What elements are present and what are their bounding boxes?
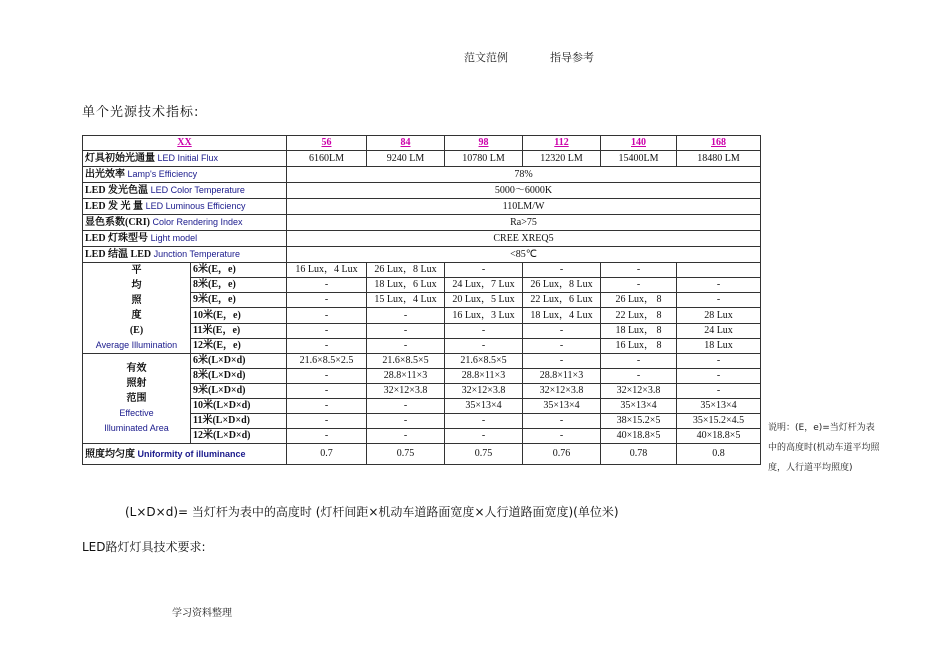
value-cell: 40×18.8×5	[601, 429, 677, 444]
row-label-cn: 灯具初始光通量	[85, 153, 155, 164]
table-row	[83, 444, 761, 465]
value-cell: 20 Lux，5 Lux	[445, 293, 523, 308]
sub-row-label: 12米(L×D×d)	[191, 429, 287, 444]
row-label-cn: 显色系数(CRI)	[85, 217, 150, 228]
illumination-group-label	[83, 263, 191, 354]
value-cell: 15400LM	[601, 151, 677, 167]
value-cell: -	[287, 429, 367, 444]
value-cell: -	[677, 354, 761, 369]
value-cell: 16 Lux，4 Lux	[287, 263, 367, 278]
value-cell: -	[523, 429, 601, 444]
formula-note: (L×D×d)= 当灯杆为表中的高度时 (灯杆间距×机动车道路面宽度×人行道路面宽度)(单位米)	[125, 505, 619, 519]
value-cell: 35×15.2×4.5	[677, 414, 761, 429]
value-cell: 16 Lux， 8	[601, 338, 677, 353]
value-cell: 32×12×3.8	[601, 384, 677, 399]
value-cell: -	[367, 338, 445, 353]
row-label-cn: 出光效率	[85, 169, 125, 180]
value-cell: -	[601, 354, 677, 369]
value-cell: 32×12×3.8	[523, 384, 601, 399]
row-label-cn: LED 发 光 量	[85, 201, 144, 212]
sub-row-label: 8米(E，e)	[191, 278, 287, 293]
value-cell: 0.75	[367, 444, 445, 465]
value-cell: -	[677, 293, 761, 308]
value-cell: 22 Lux， 8	[601, 308, 677, 323]
sub-row-label: 11米(L×D×d)	[191, 414, 287, 429]
row-label	[83, 231, 287, 247]
column-header: 140	[601, 136, 677, 151]
column-header: 168	[677, 136, 761, 151]
merged-value-cell: 5000～6000K	[287, 183, 761, 199]
group-label-char: 照射	[126, 378, 147, 389]
corner-cell: XX	[83, 136, 287, 151]
sub-row-label: 10米(L×D×d)	[191, 399, 287, 414]
row-label	[83, 444, 287, 465]
value-cell: 12320 LM	[523, 151, 601, 167]
value-cell: 18 Lux，4 Lux	[523, 308, 601, 323]
table-row	[83, 231, 761, 247]
value-cell: 35×13×4	[445, 399, 523, 414]
value-cell: -	[523, 338, 601, 353]
column-header: 56	[287, 136, 367, 151]
value-cell: 18 Lux	[677, 338, 761, 353]
value-cell: -	[677, 384, 761, 399]
spec-table	[82, 135, 761, 465]
merged-value-cell: <85℃	[287, 247, 761, 263]
value-cell: 26 Lux，8 Lux	[523, 278, 601, 293]
row-label-en: Lamp's Efficiency	[127, 169, 198, 179]
value-cell: -	[601, 278, 677, 293]
value-cell: 0.8	[677, 444, 761, 465]
table-row	[83, 263, 761, 278]
value-cell: -	[601, 263, 677, 278]
value-cell: 28.8×11×3	[367, 369, 445, 384]
value-cell: -	[523, 354, 601, 369]
group-label-char: (E)	[129, 325, 144, 336]
value-cell: 26 Lux， 8	[601, 293, 677, 308]
value-cell: -	[677, 369, 761, 384]
row-label-en: LED Luminous Efficiency	[145, 201, 246, 211]
value-cell: 21.6×8.5×2.5	[287, 354, 367, 369]
value-cell: -	[445, 414, 523, 429]
sub-row-label: 11米(E，e)	[191, 323, 287, 338]
row-label-cn: LED 发光色温	[85, 185, 149, 196]
table-header-row	[83, 136, 761, 151]
header-right: 指导参考	[550, 51, 594, 64]
value-cell: 21.6×8.5×5	[367, 354, 445, 369]
row-label-cn: 照度均匀度	[85, 448, 135, 460]
value-cell: -	[287, 323, 367, 338]
group-label-char: 均	[131, 280, 142, 291]
value-cell: 26 Lux，8 Lux	[367, 263, 445, 278]
value-cell: 24 Lux	[677, 323, 761, 338]
merged-value-cell: CREE XREQ5	[287, 231, 761, 247]
value-cell: 38×15.2×5	[601, 414, 677, 429]
value-cell: 0.75	[445, 444, 523, 465]
section-heading: 单个光源技术指标:	[82, 105, 200, 120]
value-cell: 18 Lux， 8	[601, 323, 677, 338]
value-cell: -	[523, 323, 601, 338]
value-cell: 21.6×8.5×5	[445, 354, 523, 369]
value-cell: -	[367, 429, 445, 444]
value-cell: 9240 LM	[367, 151, 445, 167]
merged-value-cell: 78%	[287, 167, 761, 183]
value-cell: 16 Lux，3 Lux	[445, 308, 523, 323]
group-label-char: 平	[131, 265, 142, 276]
value-cell: -	[523, 263, 601, 278]
value-cell	[677, 263, 761, 278]
value-cell: 0.7	[287, 444, 367, 465]
value-cell: -	[287, 308, 367, 323]
sub-row-label: 9米(E，e)	[191, 293, 287, 308]
value-cell: 35×13×4	[601, 399, 677, 414]
value-cell: 18 Lux，6 Lux	[367, 278, 445, 293]
value-cell: -	[445, 263, 523, 278]
value-cell: 28.8×11×3	[445, 369, 523, 384]
sub-row-label: 8米(L×D×d)	[191, 369, 287, 384]
row-label-en: LED Color Temperature	[150, 185, 245, 195]
value-cell: -	[601, 369, 677, 384]
row-label	[83, 215, 287, 231]
row-label	[83, 151, 287, 167]
sub-row-label: 6米(E，e)	[191, 263, 287, 278]
row-label-en: Uniformity of illuminance	[137, 448, 246, 459]
value-cell: 32×12×3.8	[445, 384, 523, 399]
value-cell: 22 Lux，6 Lux	[523, 293, 601, 308]
value-cell: -	[287, 278, 367, 293]
value-cell: 32×12×3.8	[367, 384, 445, 399]
value-cell: -	[367, 308, 445, 323]
group-label-en: Average Illumination	[95, 340, 178, 350]
value-cell: -	[287, 399, 367, 414]
header-left: 范文范例	[464, 51, 508, 64]
merged-value-cell: 110LM/W	[287, 199, 761, 215]
row-label	[83, 183, 287, 199]
value-cell: -	[287, 293, 367, 308]
group-label-en: Illuminated Area	[104, 423, 169, 433]
table-row	[83, 183, 761, 199]
group-label-en: Effective	[119, 408, 154, 418]
side-note: 说明：(E，e)=当灯杆为表中的高度时(机动车道平均照度，人行道平均照度)	[768, 423, 880, 473]
value-cell: -	[287, 384, 367, 399]
value-cell: 28 Lux	[677, 308, 761, 323]
group-label-char: 照	[131, 295, 142, 306]
row-label	[83, 247, 287, 263]
sub-row-label: 9米(L×D×d)	[191, 384, 287, 399]
value-cell: -	[287, 414, 367, 429]
value-cell: 18480 LM	[677, 151, 761, 167]
table-row	[83, 167, 761, 183]
row-label	[83, 199, 287, 215]
value-cell: -	[367, 399, 445, 414]
value-cell: 10780 LM	[445, 151, 523, 167]
sub-row-label: 10米(E，e)	[191, 308, 287, 323]
row-label-cn: LED 结温 LED	[85, 249, 152, 260]
value-cell: 35×13×4	[523, 399, 601, 414]
column-header: 84	[367, 136, 445, 151]
row-label	[83, 167, 287, 183]
row-label-en: Junction Temperature	[153, 249, 241, 259]
value-cell: 6160LM	[287, 151, 367, 167]
value-cell: 24 Lux，7 Lux	[445, 278, 523, 293]
group-label-char: 有效	[126, 363, 147, 374]
value-cell: -	[445, 323, 523, 338]
column-header: 112	[523, 136, 601, 151]
value-cell: 28.8×11×3	[523, 369, 601, 384]
merged-value-cell: Ra>75	[287, 215, 761, 231]
table-row	[83, 354, 761, 369]
table-row	[83, 247, 761, 263]
column-header: 98	[445, 136, 523, 151]
value-cell: 35×13×4	[677, 399, 761, 414]
value-cell: 15 Lux，4 Lux	[367, 293, 445, 308]
row-label-en: Color Rendering Index	[152, 217, 243, 227]
value-cell: -	[287, 369, 367, 384]
group-label-char: 范围	[126, 393, 147, 404]
value-cell: -	[287, 338, 367, 353]
value-cell: -	[445, 429, 523, 444]
sub-row-label: 12米(E，e)	[191, 338, 287, 353]
value-cell: -	[677, 278, 761, 293]
sub-row-label: 6米(L×D×d)	[191, 354, 287, 369]
area-group-label	[83, 354, 191, 444]
table-row	[83, 151, 761, 167]
row-label-cn: LED 灯珠型号	[85, 233, 149, 244]
value-cell: 40×18.8×5	[677, 429, 761, 444]
footer-note: 学习资料整理	[172, 608, 232, 619]
requirements-heading: LED路灯灯具技术要求:	[82, 540, 206, 554]
value-cell: -	[367, 414, 445, 429]
value-cell: -	[523, 414, 601, 429]
value-cell: 0.78	[601, 444, 677, 465]
group-label-char: 度	[131, 310, 142, 321]
value-cell: 0.76	[523, 444, 601, 465]
row-label-en: LED Initial Flux	[157, 153, 219, 163]
value-cell: -	[367, 323, 445, 338]
table-row	[83, 199, 761, 215]
value-cell: -	[445, 338, 523, 353]
table-row	[83, 215, 761, 231]
row-label-en: Light model	[150, 233, 198, 243]
